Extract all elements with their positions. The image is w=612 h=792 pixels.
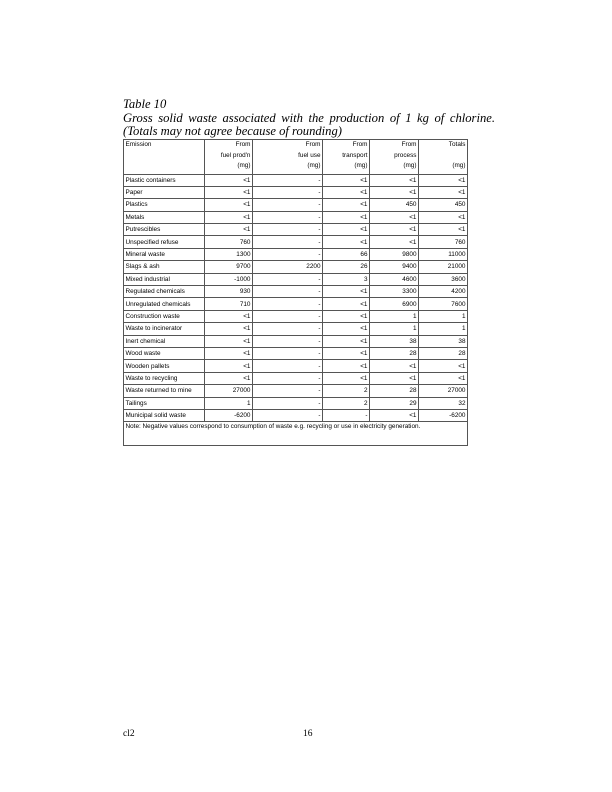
value-cell: 11000 <box>419 248 468 260</box>
value-cell: - <box>253 199 323 211</box>
value-cell: <1 <box>419 174 468 186</box>
value-cell: <1 <box>323 310 370 322</box>
column-header-line: From <box>235 141 251 148</box>
value-cell: 7600 <box>419 298 468 310</box>
value-cell: 9700 <box>205 261 253 273</box>
value-cell: 3300 <box>370 286 419 298</box>
value-cell: <1 <box>323 224 370 236</box>
emission-label: Waste to incinerator <box>124 323 205 335</box>
emission-label: Waste to recycling <box>124 372 205 384</box>
value-cell: - <box>253 298 323 310</box>
table-note: Note: Negative values correspond to consumption of waste e.g. recycling or use in electricity generation. <box>124 422 468 446</box>
value-cell: <1 <box>323 286 370 298</box>
value-cell: 21000 <box>419 261 468 273</box>
emission-label: Regulated chemicals <box>124 286 205 298</box>
value-cell: 1 <box>419 310 468 322</box>
column-header <box>253 140 323 175</box>
value-cell: <1 <box>205 372 253 384</box>
value-cell: <1 <box>205 310 253 322</box>
value-cell: -1000 <box>205 273 253 285</box>
value-cell: <1 <box>323 211 370 223</box>
value-cell: <1 <box>323 199 370 211</box>
value-cell: <1 <box>205 335 253 347</box>
value-cell: - <box>253 397 323 409</box>
value-cell: 760 <box>419 236 468 248</box>
value-cell: - <box>253 273 323 285</box>
emission-label: Municipal solid waste <box>124 409 205 421</box>
value-cell: 2 <box>323 397 370 409</box>
emission-label: Tailings <box>124 397 205 409</box>
value-cell: <1 <box>323 335 370 347</box>
emission-label: Slags & ash <box>124 261 205 273</box>
value-cell: <1 <box>419 360 468 372</box>
value-cell: - <box>253 174 323 186</box>
table-row <box>124 397 468 409</box>
value-cell: <1 <box>205 360 253 372</box>
value-cell: 1 <box>370 310 419 322</box>
emission-label: Metals <box>124 211 205 223</box>
emission-label: Paper <box>124 186 205 198</box>
table-number: Table 10 <box>123 97 167 111</box>
solid-waste-table <box>123 139 468 446</box>
emission-label: Wooden pallets <box>124 360 205 372</box>
value-cell: 450 <box>370 199 419 211</box>
value-cell: 1 <box>419 323 468 335</box>
value-cell: - <box>323 409 370 421</box>
table-row <box>124 211 468 223</box>
column-header-line: (mg) <box>403 162 417 169</box>
value-cell: <1 <box>323 174 370 186</box>
column-header-line: process <box>394 151 417 159</box>
column-header-line <box>126 162 203 173</box>
value-cell: <1 <box>370 186 419 198</box>
value-cell: 450 <box>419 199 468 211</box>
value-cell: <1 <box>419 186 468 198</box>
emission-label: Inert chemical <box>124 335 205 347</box>
emission-label: Unspecified refuse <box>124 236 205 248</box>
value-cell: 760 <box>205 236 253 248</box>
value-cell: - <box>253 385 323 397</box>
value-cell: 9800 <box>370 248 419 260</box>
value-cell: - <box>253 248 323 260</box>
value-cell: 4200 <box>419 286 468 298</box>
column-header <box>124 140 205 175</box>
table-row <box>124 310 468 322</box>
column-header-line: fuel prod'n <box>220 151 251 159</box>
table-row <box>124 186 468 198</box>
value-cell: <1 <box>370 236 419 248</box>
value-cell: <1 <box>205 211 253 223</box>
table-row <box>124 360 468 372</box>
value-cell: <1 <box>323 186 370 198</box>
emission-label: Wood waste <box>124 347 205 359</box>
value-cell: - <box>253 211 323 223</box>
value-cell: 66 <box>323 248 370 260</box>
table-body <box>124 174 468 446</box>
emission-label: Unregulated chemicals <box>124 298 205 310</box>
value-cell: <1 <box>205 347 253 359</box>
value-cell: <1 <box>370 409 419 421</box>
column-header-line <box>421 152 466 163</box>
emission-label: Waste returned to mine <box>124 385 205 397</box>
column-header-line: (mg) <box>307 162 321 169</box>
column-header-line: From <box>352 141 368 148</box>
value-cell: 1 <box>205 397 253 409</box>
value-cell: - <box>253 372 323 384</box>
table-row <box>124 298 468 310</box>
column-header <box>419 140 468 175</box>
table-title: Gross solid waste associated with the production of 1 kg of chlorine. (Totals may not agree because of rounding) <box>123 111 495 138</box>
value-cell: 28 <box>370 347 419 359</box>
table-row <box>124 236 468 248</box>
value-cell: <1 <box>370 174 419 186</box>
value-cell: -6200 <box>205 409 253 421</box>
table-row <box>124 347 468 359</box>
value-cell: - <box>253 323 323 335</box>
value-cell: 930 <box>205 286 253 298</box>
table-row <box>124 199 468 211</box>
table-row <box>124 409 468 421</box>
value-cell: 2 <box>323 385 370 397</box>
column-header-line: Totals <box>448 141 466 148</box>
value-cell: <1 <box>323 236 370 248</box>
table-row <box>124 273 468 285</box>
value-cell: 3 <box>323 273 370 285</box>
value-cell: 26 <box>323 261 370 273</box>
table-row <box>124 286 468 298</box>
value-cell: 6900 <box>370 298 419 310</box>
column-header-line: Emission <box>125 141 152 148</box>
column-header-line: transport <box>342 151 368 159</box>
column-header-line: (mg) <box>237 162 251 169</box>
value-cell: - <box>253 186 323 198</box>
value-cell: <1 <box>323 323 370 335</box>
value-cell: <1 <box>205 186 253 198</box>
value-cell: - <box>253 409 323 421</box>
table-caption <box>123 98 495 138</box>
column-header-line: fuel use <box>298 151 321 159</box>
emission-label: Construction waste <box>124 310 205 322</box>
emission-label: Plastic containers <box>124 174 205 186</box>
value-cell: - <box>253 335 323 347</box>
value-cell: <1 <box>323 347 370 359</box>
emission-label: Putrescibles <box>124 224 205 236</box>
value-cell: <1 <box>205 174 253 186</box>
table-row <box>124 174 468 186</box>
value-cell: 4600 <box>370 273 419 285</box>
value-cell: - <box>253 310 323 322</box>
value-cell: 3600 <box>419 273 468 285</box>
value-cell: 9400 <box>370 261 419 273</box>
value-cell: - <box>253 360 323 372</box>
table-row <box>124 372 468 384</box>
table-header-row <box>124 140 468 175</box>
value-cell: <1 <box>205 323 253 335</box>
value-cell: <1 <box>370 224 419 236</box>
value-cell: -6200 <box>419 409 468 421</box>
value-cell: <1 <box>419 211 468 223</box>
value-cell: 27000 <box>205 385 253 397</box>
value-cell: 38 <box>419 335 468 347</box>
value-cell: <1 <box>370 211 419 223</box>
table-row <box>124 261 468 273</box>
note-row <box>124 422 468 446</box>
emission-label: Mineral waste <box>124 248 205 260</box>
emission-label: Mixed industrial <box>124 273 205 285</box>
value-cell: <1 <box>205 199 253 211</box>
table-row <box>124 335 468 347</box>
table-row <box>124 385 468 397</box>
value-cell: <1 <box>370 360 419 372</box>
value-cell: - <box>253 286 323 298</box>
footer-doc-id: cl2 <box>123 729 135 739</box>
column-header-line: (mg) <box>452 162 466 169</box>
page-number: 16 <box>303 729 313 739</box>
table-row <box>124 224 468 236</box>
value-cell: <1 <box>419 224 468 236</box>
value-cell: <1 <box>370 372 419 384</box>
value-cell: 28 <box>419 347 468 359</box>
value-cell: <1 <box>419 372 468 384</box>
value-cell: 38 <box>370 335 419 347</box>
value-cell: 1300 <box>205 248 253 260</box>
value-cell: 2200 <box>253 261 323 273</box>
table-row <box>124 323 468 335</box>
column-header-line: From <box>305 141 321 148</box>
value-cell: 28 <box>370 385 419 397</box>
column-header <box>323 140 370 175</box>
value-cell: 27000 <box>419 385 468 397</box>
column-header <box>205 140 253 175</box>
value-cell: - <box>253 347 323 359</box>
column-header-line <box>126 152 203 163</box>
value-cell: <1 <box>205 224 253 236</box>
value-cell: 29 <box>370 397 419 409</box>
value-cell: <1 <box>323 372 370 384</box>
value-cell: <1 <box>323 298 370 310</box>
value-cell: 32 <box>419 397 468 409</box>
value-cell: <1 <box>323 360 370 372</box>
value-cell: - <box>253 224 323 236</box>
column-header-line: From <box>401 141 417 148</box>
emission-label: Plastics <box>124 199 205 211</box>
column-header <box>370 140 419 175</box>
value-cell: 710 <box>205 298 253 310</box>
value-cell: 1 <box>370 323 419 335</box>
table-row <box>124 248 468 260</box>
column-header-line: (mg) <box>354 162 368 169</box>
value-cell: - <box>253 236 323 248</box>
